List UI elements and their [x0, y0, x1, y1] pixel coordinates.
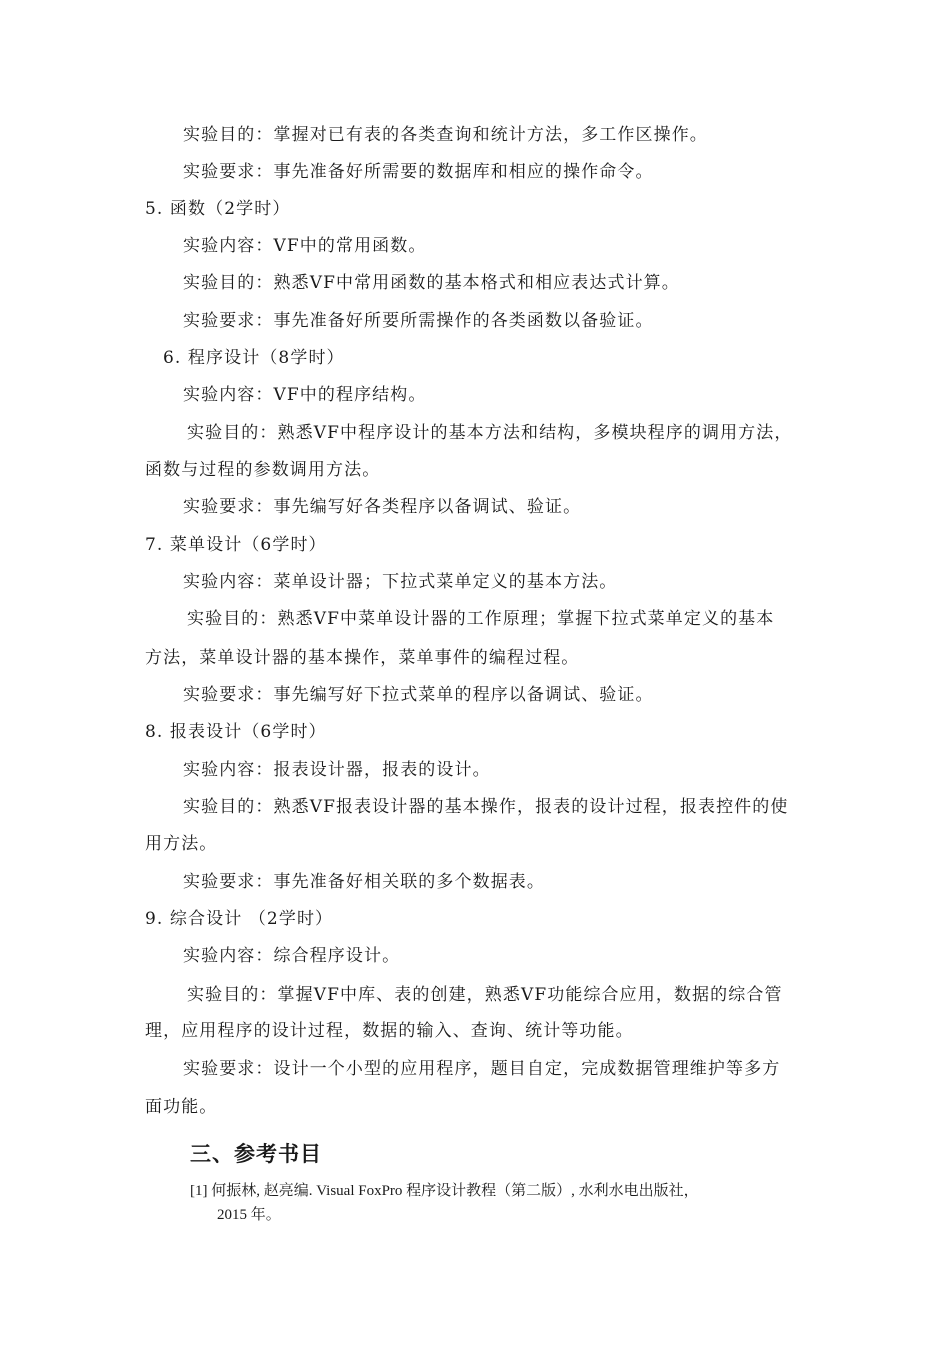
text-line: 方法，菜单设计器的基本操作，菜单事件的编程过程。 — [145, 648, 580, 668]
text-line: 实验要求：事先准备好所要所需操作的各类函数以备验证。 — [183, 311, 654, 331]
text-line: 实验目的：掌握VF中库、表的创建，熟悉VF功能综合应用，数据的综合管 — [187, 985, 783, 1005]
section-heading: 三、参考书目 — [190, 1142, 322, 1166]
text-line: 实验要求：事先编写好各类程序以备调试、验证。 — [183, 497, 582, 517]
text-line: 面功能。 — [145, 1097, 218, 1117]
text-line: 实验目的：掌握对已有表的各类查询和统计方法，多工作区操作。 — [183, 125, 708, 145]
text-line: 实验要求：事先准备好所需要的数据库和相应的操作命令。 — [183, 162, 654, 182]
reference-line: [1] 何振林, 赵亮编. Visual FoxPro 程序设计教程（第二版）, 水利水电出版社， — [190, 1183, 699, 1199]
text-line: 实验要求：事先编写好下拉式菜单的程序以备调试、验证。 — [183, 685, 654, 705]
text-line: 实验目的：熟悉VF报表设计器的基本操作，报表的设计过程，报表控件的使 — [183, 797, 789, 817]
section-item-7: 7. 菜单设计（6学时） — [145, 535, 327, 555]
text-line: 实验目的：熟悉VF中程序设计的基本方法和结构，多模块程序的调用方法， — [187, 423, 793, 443]
section-item-9: 9. 综合设计 （2学时） — [145, 909, 334, 929]
text-line: 实验目的：熟悉VF中常用函数的基本格式和相应表达式计算。 — [183, 273, 680, 293]
text-line: 实验内容：VF中的程序结构。 — [183, 385, 427, 405]
text-line: 实验内容：报表设计器，报表的设计。 — [183, 760, 491, 780]
text-line: 实验内容：VF中的常用函数。 — [183, 236, 427, 256]
text-line: 实验内容：菜单设计器；下拉式菜单定义的基本方法。 — [183, 572, 618, 592]
reference-line-cont: 2015 年。 — [217, 1207, 281, 1223]
section-item-5: 5. 函数（2学时） — [145, 199, 291, 219]
section-item-8: 8. 报表设计（6学时） — [145, 722, 327, 742]
text-line: 函数与过程的参数调用方法。 — [145, 460, 381, 480]
text-line: 实验要求：事先准备好相关联的多个数据表。 — [183, 872, 545, 892]
text-line: 实验目的：熟悉VF中菜单设计器的工作原理；掌握下拉式菜单定义的基本 — [187, 609, 775, 629]
text-line: 用方法。 — [145, 834, 218, 854]
text-line: 实验内容：综合程序设计。 — [183, 946, 401, 966]
text-line: 理，应用程序的设计过程，数据的输入、查询、统计等功能。 — [145, 1021, 634, 1041]
text-line: 实验要求：设计一个小型的应用程序，题目自定，完成数据管理维护等多方 — [183, 1059, 781, 1079]
section-item-6: 6. 程序设计（8学时） — [163, 348, 345, 368]
